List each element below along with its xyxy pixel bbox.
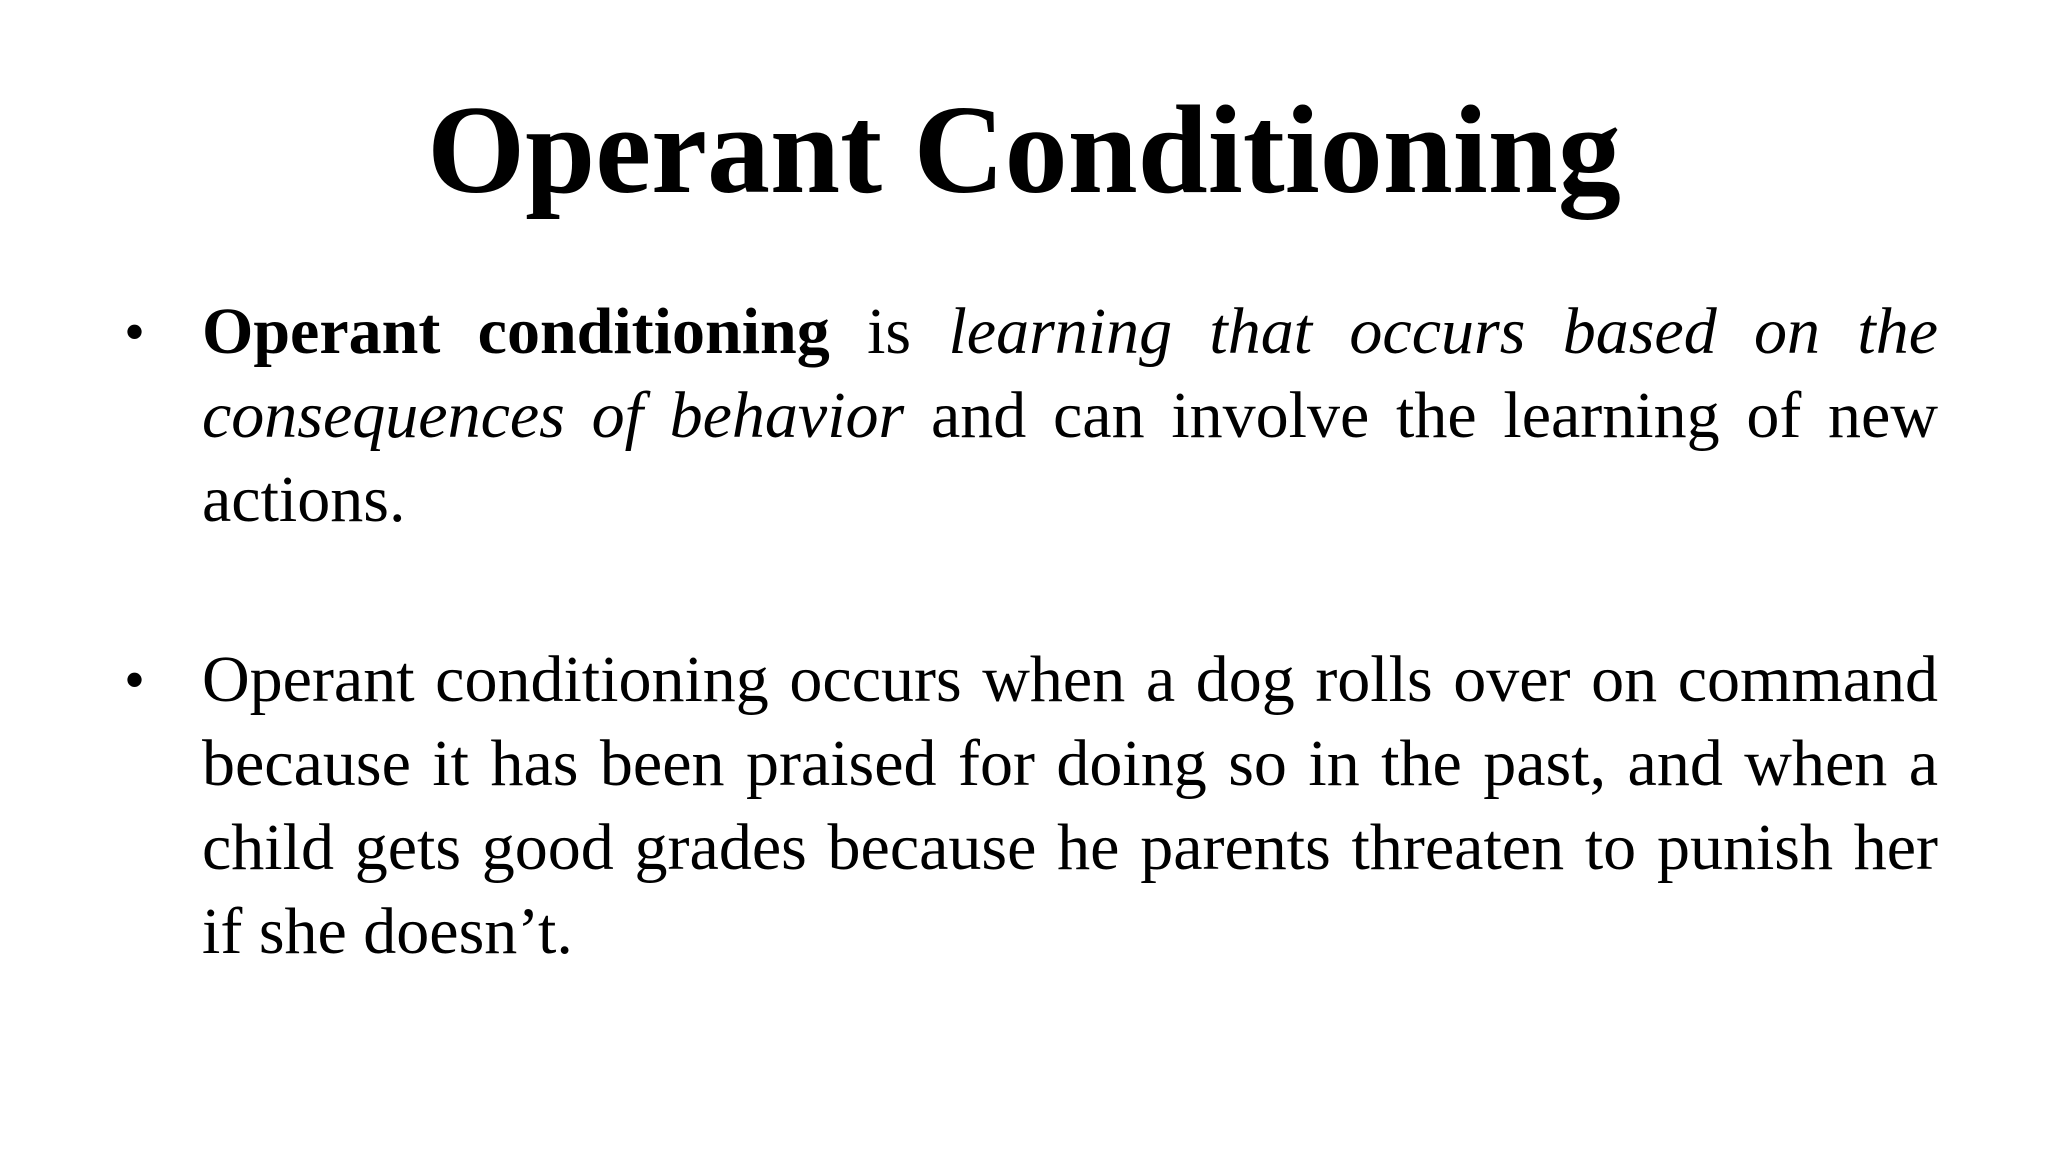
bold-term: Operant conditioning bbox=[202, 295, 830, 368]
bullet-marker: • bbox=[124, 647, 146, 713]
bullet-item-definition bbox=[120, 290, 1938, 542]
definition-rest-text: and can involve the learning of new actions. bbox=[202, 379, 1938, 536]
bullet-list bbox=[120, 290, 1938, 974]
example-text: Operant conditioning occurs when a dog rolls over on command because it has been praised for doing so in the past, and when a child gets good grades because he parents threaten to punish her if she doesn’t. bbox=[202, 643, 1938, 968]
slide-title: Operant Conditioning bbox=[427, 81, 1621, 220]
connector-text: is bbox=[829, 295, 949, 368]
bullet-item-example bbox=[120, 638, 1938, 974]
italic-definition: learning that occurs based on the consequences of behavior bbox=[202, 295, 1938, 452]
bullet-marker: • bbox=[124, 299, 146, 365]
